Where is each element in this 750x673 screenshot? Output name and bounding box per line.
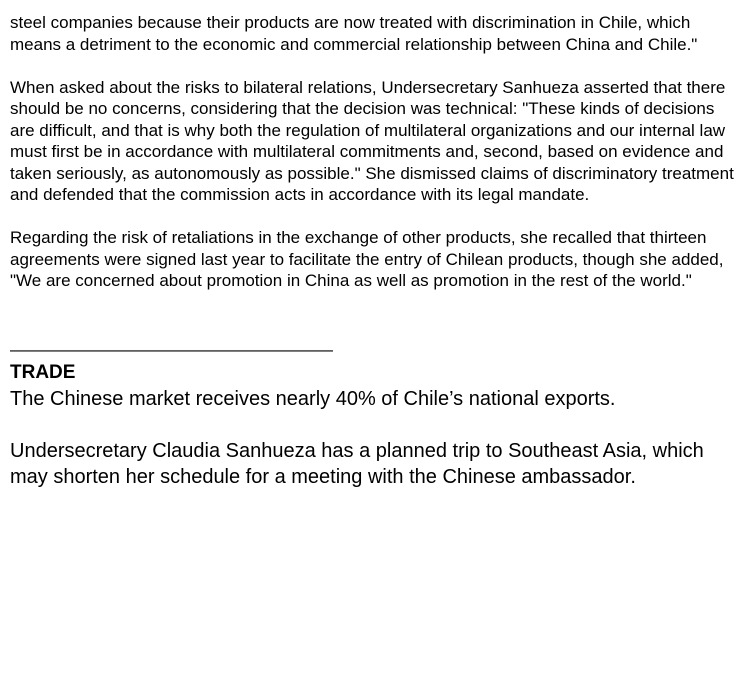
article-paragraph-3: Regarding the risk of retaliations in the exchange of other products, she recalled that thirteen agreements were signed last year to facilitate the entry of Chilean products, though she added, "We are concerned about promotion in China as well as promotion in the rest of the world." [10,228,724,290]
section-heading: TRADE [10,361,76,383]
section-paragraph-2: Undersecretary Claudia Sanhueza has a planned trip to Southeast Asia, which may shorten her schedule for a meeting with the Chinese ambassador. [10,439,704,488]
article-paragraph-2: When asked about the risks to bilateral relations, Undersecretary Sanhueza asserted that there should be no concerns, considering that the decision was technical: "These kinds of decisions are difficult, and that is why both the regulation of multilateral organizations and our internal law must first be in accordance with multilateral commitments and, second, based on evidence and taken seriously, as autonomously as possible." She dismissed claims of discriminatory treatment and defended that the commission acts in accordance with its legal mandate. [10,77,734,204]
section-paragraph-1: The Chinese market receives nearly 40% of Chile’s national exports. [10,387,616,410]
article-body [10,12,740,490]
trade-section [10,360,740,490]
section-divider: ——————————————————— [10,339,333,359]
article-paragraph-1: steel companies because their products are now treated with discrimination in Chile, which means a detriment to the economic and commercial relationship between China and Chile." [10,13,698,54]
